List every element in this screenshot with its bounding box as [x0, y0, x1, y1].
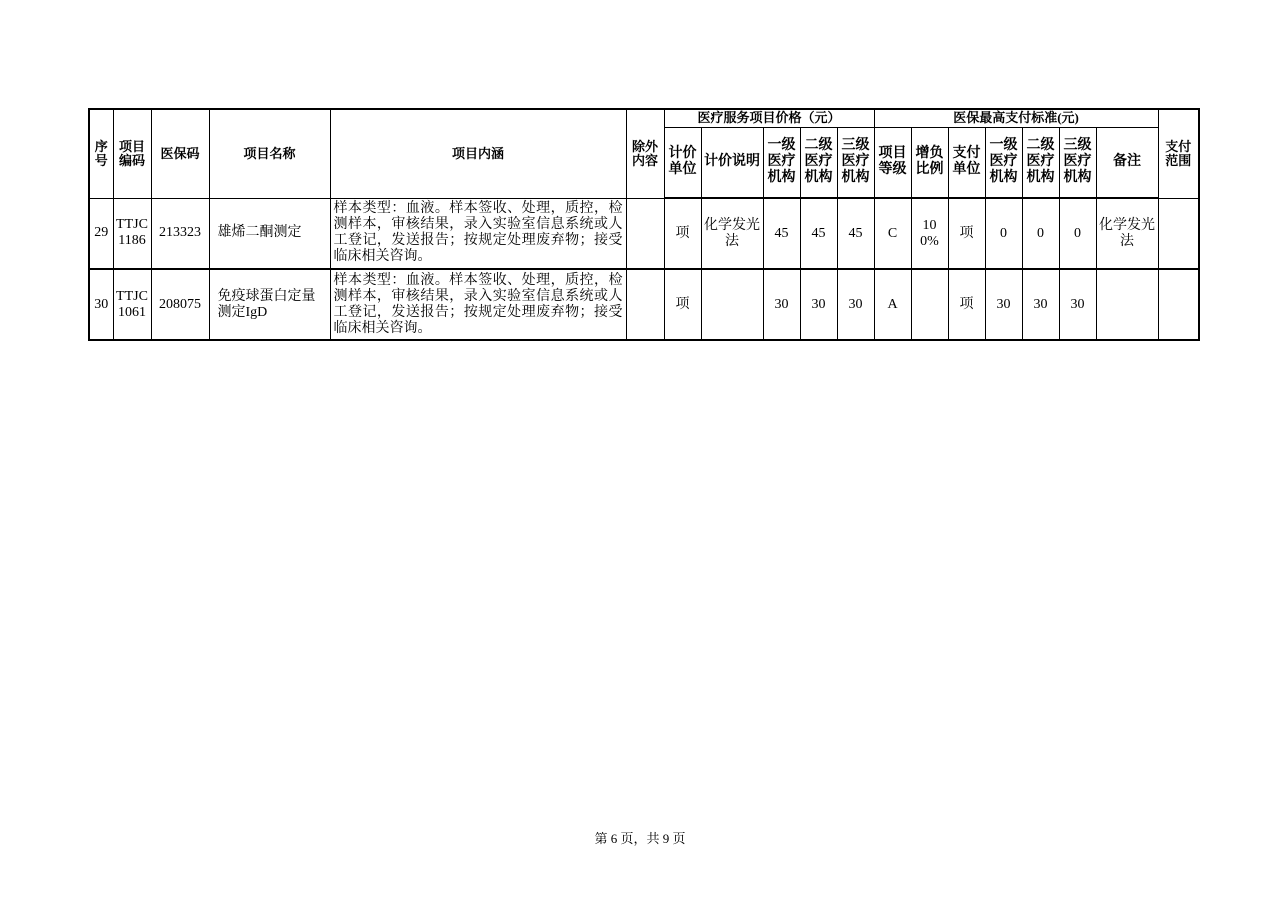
cell-project-grade: C: [874, 198, 911, 269]
table-row: [89, 198, 1199, 269]
header-group-row: [89, 109, 1199, 127]
page-number: 第 6 页，共 9 页: [594, 831, 686, 846]
cell-price-l1: 30: [763, 269, 800, 340]
cell-pay-unit: 项: [948, 198, 985, 269]
cell-price-l3: 45: [837, 198, 874, 269]
cell-pricing-note: 化学发光法: [701, 198, 763, 269]
cell-pay-l3: 30: [1059, 269, 1096, 340]
cell-price-l3: 30: [837, 269, 874, 340]
table-header: [89, 109, 1199, 198]
cell-pay-scope: [1158, 198, 1199, 269]
col-header-project-grade: 项目等级: [874, 127, 911, 198]
group-header-service-price: 医疗服务项目价格（元）: [664, 109, 874, 127]
cell-pay-scope: [1158, 269, 1199, 340]
col-header-pay-org-l2: 二级医疗机构: [1022, 127, 1059, 198]
col-header-seq: 序号: [89, 109, 113, 198]
cell-pay-unit: 项: [948, 269, 985, 340]
cell-seq: 30: [89, 269, 113, 340]
col-header-pay-unit: 支付单位: [948, 127, 985, 198]
cell-project-name: 雄烯二酮测定: [209, 198, 330, 269]
col-header-remark: 备注: [1096, 127, 1158, 198]
cell-pay-l2: 0: [1022, 198, 1059, 269]
cell-seq: 29: [89, 198, 113, 269]
cell-project-grade: A: [874, 269, 911, 340]
cell-price-l1: 45: [763, 198, 800, 269]
col-header-price-org-l2: 二级医疗机构: [800, 127, 837, 198]
cell-pay-l1: 0: [985, 198, 1022, 269]
cell-insurance-code: 213323: [151, 198, 209, 269]
col-header-price-org-l3: 三级医疗机构: [837, 127, 874, 198]
cell-project-code: TTJC 1186: [113, 198, 151, 269]
col-header-pay-org-l3: 三级医疗机构: [1059, 127, 1096, 198]
col-header-project-content: 项目内涵: [330, 109, 626, 198]
cell-burden-ratio: [911, 269, 948, 340]
col-header-pricing-unit: 计价单位: [664, 127, 701, 198]
cell-remark: [1096, 269, 1158, 340]
cell-price-l2: 30: [800, 269, 837, 340]
col-header-price-org-l1: 一级医疗机构: [763, 127, 800, 198]
cell-pay-l3: 0: [1059, 198, 1096, 269]
cell-insurance-code: 208075: [151, 269, 209, 340]
cell-pay-l2: 30: [1022, 269, 1059, 340]
pricing-table: [88, 108, 1200, 341]
col-header-project-name: 项目名称: [209, 109, 330, 198]
col-header-pricing-note: 计价说明: [701, 127, 763, 198]
col-header-pay-org-l1: 一级医疗机构: [985, 127, 1022, 198]
cell-burden-ratio: 100%: [911, 198, 948, 269]
cell-project-content: 样本类型：血液。样本签收、处理，质控，检测样本，审核结果，录入实验室信息系统或人工登记，发送报告；按规定处理废弃物；接受临床相关咨询。: [330, 198, 626, 269]
table-row: [89, 269, 1199, 340]
cell-project-code: TTJC 1061: [113, 269, 151, 340]
col-header-excluded-content: 除外内容: [626, 109, 664, 198]
cell-excluded-content: [626, 269, 664, 340]
cell-project-name: 免疫球蛋白定量测定IgD: [209, 269, 330, 340]
cell-pricing-unit: 项: [664, 198, 701, 269]
col-header-project-code: 项目编码: [113, 109, 151, 198]
cell-remark: 化学发光法: [1096, 198, 1158, 269]
cell-pay-l1: 30: [985, 269, 1022, 340]
cell-project-content: 样本类型：血液。样本签收、处理，质控，检测样本，审核结果，录入实验室信息系统或人工登记，发送报告；按规定处理废弃物；接受临床相关咨询。: [330, 269, 626, 340]
cell-pricing-unit: 项: [664, 269, 701, 340]
group-header-max-payment: 医保最高支付标准(元): [874, 109, 1158, 127]
col-header-burden-ratio: 增负比例: [911, 127, 948, 198]
cell-pricing-note: [701, 269, 763, 340]
col-header-pay-scope: 支付范围: [1158, 109, 1199, 198]
col-header-insurance-code: 医保码: [151, 109, 209, 198]
cell-price-l2: 45: [800, 198, 837, 269]
cell-excluded-content: [626, 198, 664, 269]
